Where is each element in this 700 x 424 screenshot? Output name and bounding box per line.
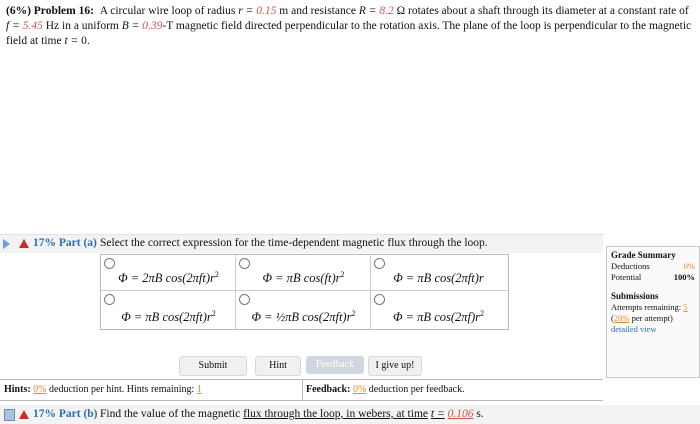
choice-3[interactable] <box>371 255 508 291</box>
grade-summary <box>606 246 700 378</box>
B-label: B = <box>121 20 140 32</box>
f-value: 5.45 <box>22 20 43 32</box>
document-icon[interactable] <box>4 409 15 421</box>
submit-button[interactable]: Submit <box>179 356 247 376</box>
radio-button[interactable] <box>104 258 115 269</box>
choice-expression: Φ = ½πB $\cos(2\pi ft)r^2$ <box>251 309 356 325</box>
problem-text-2: -T magnetic field directed perpendicular to the rotation axis. The plane of the loop is perpendicular to the magnetic field at time <box>6 20 692 47</box>
choice-expression: Φ = πB cos(2πft)r <box>393 271 484 286</box>
radio-button[interactable] <box>239 294 250 305</box>
part-b-prompt: Find the value of the magnetic flux through the loop, in webers, at time t = 0.106 s. <box>100 408 484 420</box>
radio-button[interactable] <box>104 294 115 305</box>
feedback-info: Feedback: 0% deduction per feedback. <box>306 384 465 395</box>
part-a-label: 17% Part (a) <box>33 237 97 249</box>
divider <box>302 380 303 400</box>
hints-feedback-row <box>0 379 603 401</box>
radio-button[interactable] <box>374 294 385 305</box>
grade-summary-title: Grade Summary <box>611 250 676 260</box>
r-unit: m and resistance <box>279 5 356 17</box>
r-label: r = <box>238 5 254 17</box>
warning-icon <box>19 410 29 419</box>
part-a-prompt: Select the correct expression for the time-dependent magnetic flux through the loop. <box>100 237 488 249</box>
detailed-view-link[interactable]: detailed view <box>611 324 657 334</box>
f-label: f = <box>6 20 20 32</box>
give-up-button[interactable]: I give up! <box>368 356 422 376</box>
choice-expression: Φ = 2πB $\cos(2\pi ft)r^2$ <box>118 270 219 286</box>
R-unit: Ω rotates about a shaft through its diameter at a constant rate of <box>396 5 689 17</box>
r-value: 0.15 <box>256 5 277 17</box>
choice-2[interactable] <box>236 255 371 291</box>
radio-button[interactable] <box>239 258 250 269</box>
choice-expression: Φ = πB $\cos(2\pi f)r^2$ <box>392 309 485 325</box>
t-label: t = <box>64 35 79 47</box>
hint-button[interactable]: Hint <box>255 356 301 376</box>
problem-prefix: (6%) Problem 16: <box>6 5 94 17</box>
attempts-remaining: Attempts remaining: 5 <box>611 302 688 312</box>
problem-text: A circular wire loop of radius <box>99 5 236 17</box>
choice-1[interactable] <box>101 255 236 291</box>
R-label: R = <box>358 5 377 17</box>
per-attempt: (20% per attempt) <box>611 313 673 323</box>
choice-expression: Φ = πB $\cos(ft)r^2$ <box>262 270 345 286</box>
f-unit: Hz in a uniform <box>45 20 119 32</box>
feedback-button[interactable]: Feedback <box>306 356 364 374</box>
potential-row: Potential 100% <box>611 272 695 282</box>
part-a-header[interactable] <box>0 234 603 253</box>
expand-arrow-icon[interactable] <box>3 239 10 249</box>
radio-button[interactable] <box>374 258 385 269</box>
part-b-header[interactable] <box>0 405 700 424</box>
choice-6[interactable] <box>371 291 508 329</box>
submissions-title: Submissions <box>611 291 659 301</box>
t-value: 0. <box>81 35 90 47</box>
part-b-label: 17% Part (b) <box>33 408 98 420</box>
choices-grid <box>100 254 509 330</box>
problem-statement <box>6 4 694 49</box>
warning-icon <box>19 239 29 248</box>
R-value: 8.2 <box>379 5 394 17</box>
choice-5[interactable] <box>236 291 371 329</box>
choice-expression: Φ = πB $\cos(2\pi ft)r^2$ <box>121 309 216 325</box>
choice-4[interactable] <box>101 291 236 329</box>
deductions-row: Deductions 0% <box>611 261 695 271</box>
hints-info: Hints: 0% deduction per hint. Hints remaining: 1 <box>4 384 202 395</box>
B-value: 0.39 <box>142 20 163 32</box>
